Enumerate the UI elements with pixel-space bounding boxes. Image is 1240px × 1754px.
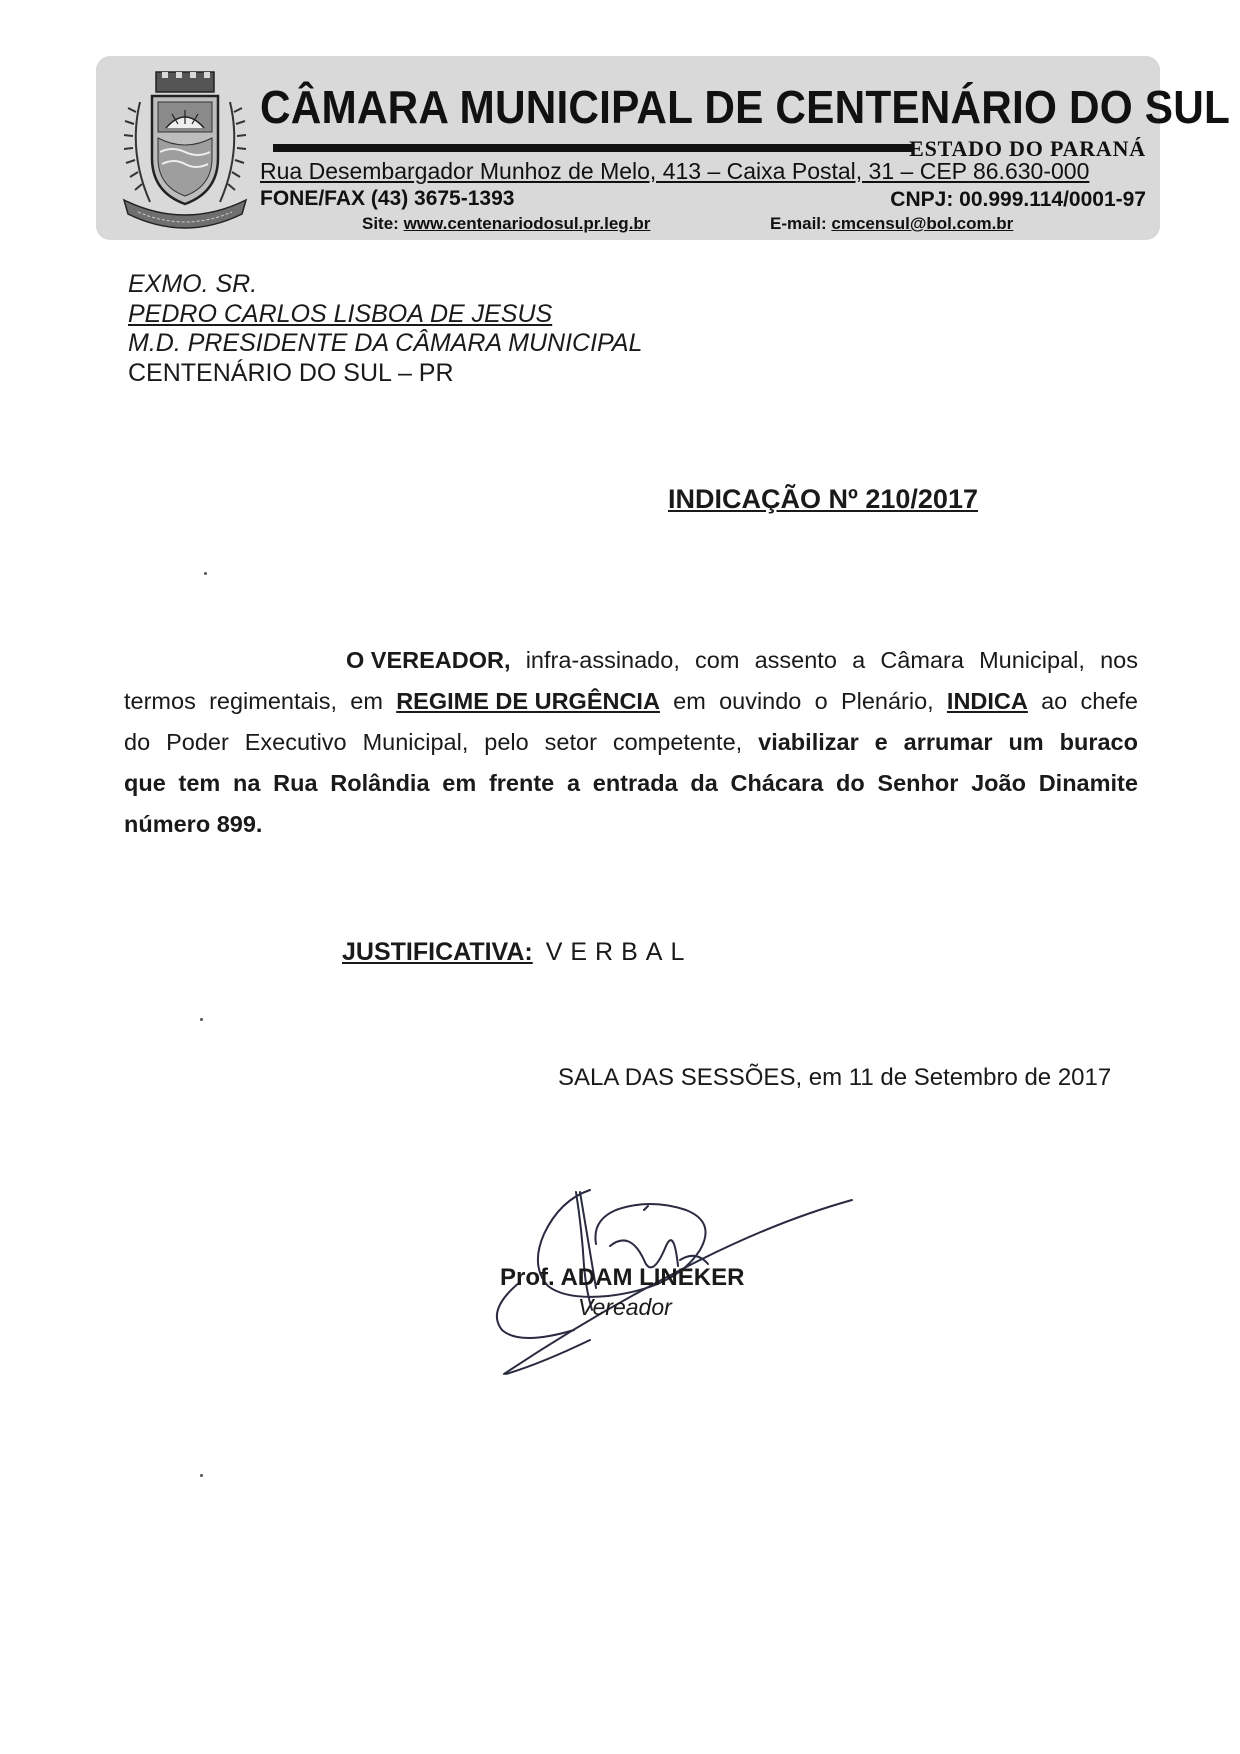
scan-speck [204, 572, 207, 575]
body-word: a [852, 647, 866, 673]
website-label: Site: [362, 214, 404, 233]
body-word: viabilizar [758, 729, 859, 755]
body-word: Plenário, [840, 688, 934, 714]
body-word: Municipal, [979, 647, 1085, 673]
body-word: termos [124, 688, 196, 714]
body-word: em [350, 688, 383, 714]
salutation: EXMO. SR. [128, 270, 258, 298]
body-word: do [835, 770, 865, 796]
body-line [124, 763, 1138, 804]
body-word: Dinamite [1038, 770, 1138, 796]
addressee-name: PEDRO CARLOS LISBOA DE JESUS [128, 299, 553, 328]
body-word: Municipal, [362, 729, 469, 755]
state-name: ESTADO DO PARANÁ [909, 136, 1146, 161]
body-word: Executivo [244, 729, 347, 755]
signer-name: Prof. ADAM LINEKER [500, 1264, 745, 1291]
body-word: regimentais, [209, 688, 338, 714]
body-line [124, 640, 1138, 681]
body-word: em [442, 770, 477, 796]
body-line [124, 804, 1138, 845]
justification [342, 938, 692, 967]
body-word: um [1008, 729, 1044, 755]
addressee-city: CENTENÁRIO DO SUL – PR [128, 358, 454, 387]
chamber-cnpj: CNPJ: 00.999.114/0001-97 [890, 188, 1146, 211]
scan-speck [200, 1474, 203, 1477]
signer-role: Vereador [578, 1294, 672, 1320]
justification-value: VERBAL [545, 938, 693, 966]
scan-speck [200, 1018, 203, 1021]
email-label: E-mail: [770, 214, 832, 233]
body-word: assento [754, 647, 837, 673]
body-word: arrumar [903, 729, 993, 755]
body-word: chefe [1080, 688, 1138, 714]
body-word: na [233, 770, 261, 796]
body-word: do [124, 729, 151, 755]
addressee-office: M.D. PRESIDENTE DA CÂMARA MUNICIPAL [128, 329, 643, 357]
body-word: frente [488, 770, 555, 796]
body-word: da [690, 770, 718, 796]
letterhead [96, 56, 1230, 240]
body-word: ao [1041, 688, 1068, 714]
body-word: ouvindo [719, 688, 802, 714]
body-word: nos [1100, 647, 1138, 673]
body-word: número 899. [124, 811, 263, 837]
body-word: o [814, 688, 828, 714]
body-word: setor [544, 729, 597, 755]
session-date-line: SALA DAS SESSÕES, em 11 de Setembro de 2017 [558, 1064, 1112, 1091]
body-word: pelo [484, 729, 529, 755]
header-rule [273, 144, 913, 152]
body-word: Chácara [730, 770, 824, 796]
body-word: que [124, 770, 166, 796]
body-word: Câmara [880, 647, 964, 673]
website-line [362, 214, 650, 234]
chamber-title: CÂMARA MUNICIPAL DE CENTENÁRIO DO SUL [260, 81, 1230, 133]
body-word: tem [178, 770, 221, 796]
body-word: O VEREADOR, [346, 647, 511, 673]
body-line [124, 681, 1138, 722]
document-title: INDICAÇÃO Nº 210/2017 [668, 484, 978, 514]
body-word: Rolândia [330, 770, 430, 796]
body-word: a [566, 770, 581, 796]
body-word: buraco [1059, 729, 1138, 755]
body-word: Senhor [877, 770, 959, 796]
body-word: Poder [166, 729, 229, 755]
justification-label: JUSTIFICATIVA: [342, 938, 533, 966]
body-word: competente, [612, 729, 743, 755]
email-line [770, 214, 1013, 234]
addressee-block [128, 270, 642, 388]
indication-body [124, 640, 1138, 845]
chamber-phone: FONE/FAX (43) 3675-1393 [260, 187, 515, 210]
body-word: entrada [592, 770, 678, 796]
municipal-coat-of-arms-icon [110, 62, 260, 238]
urgency-regime: REGIME DE URGÊNCIA [396, 688, 660, 714]
chamber-address: Rua Desembargador Munhoz de Melo, 413 – Caixa Postal, 31 – CEP 86.630-000 [260, 158, 1090, 184]
body-word: e [874, 729, 888, 755]
email-link[interactable]: cmcensul@bol.com.br [831, 214, 1014, 233]
body-word: João [971, 770, 1026, 796]
body-line [124, 722, 1138, 763]
indica-keyword: INDICA [946, 688, 1028, 714]
body-word: infra-assinado, [525, 647, 680, 673]
body-word: em [673, 688, 706, 714]
website-link[interactable]: www.centenariodosul.pr.leg.br [403, 214, 651, 233]
body-word: com [695, 647, 740, 673]
body-word: Rua [273, 770, 318, 796]
